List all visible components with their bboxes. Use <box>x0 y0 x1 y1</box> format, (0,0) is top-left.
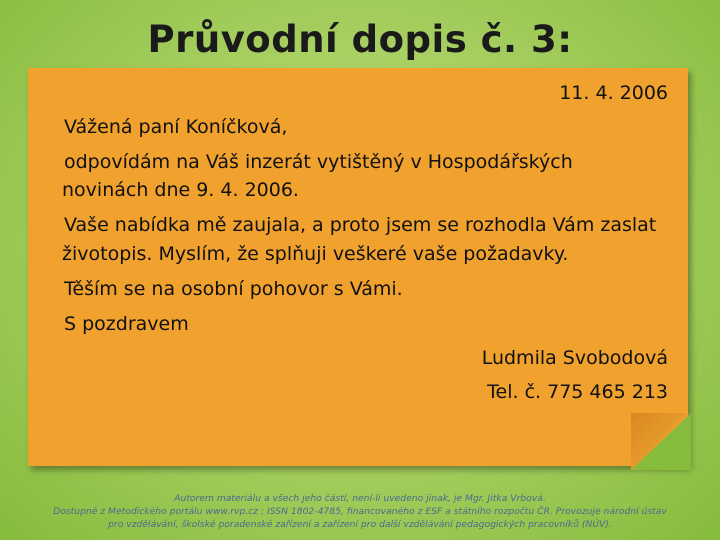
footer-attribution <box>0 492 720 531</box>
letter-greeting: Vážená paní Koníčková, <box>64 116 288 138</box>
letter-paragraph-3: Těším se na osobní pohovor s Vámi. <box>64 278 403 300</box>
footer-line-2: Dostupné z Metodického portálu www.rvp.cz ; ISSN 1802-4785, financovaného z ESF a státního rozpočtu ČR. Provozuje národní ústav <box>53 506 667 517</box>
letter-paragraph-1-line-1: odpovídám na Váš inzerát vytištěný v Hospodářských <box>64 151 573 173</box>
signature-name: Ludmila Svobodová <box>481 347 668 369</box>
letter-date: 11. 4. 2006 <box>559 82 668 104</box>
letter-paragraph-2-line-2: životopis. Myslím, že splňuji veškeré vaše požadavky. <box>62 243 569 265</box>
letter-paragraph-1-line-2: novinách dne 9. 4. 2006. <box>62 179 299 201</box>
signature-phone: Tel. č. 775 465 213 <box>487 381 668 403</box>
footer-line-3: pro vzdělávání, školské poradenské zařízení a zařízení pro další vzdělávání pedagogických pracovníků (NÚV). <box>108 519 612 530</box>
footer-line-1: Autorem materiálu a všech jeho částí, není-li uvedeno jinak, je Mgr. Jitka Vrbová. <box>174 493 546 504</box>
note-corner-flap <box>631 413 691 470</box>
slide-title: Průvodní dopis č. 3: <box>147 18 573 61</box>
letter-closing: S pozdravem <box>64 313 189 335</box>
letter-paragraph-2-line-1: Vaše nabídka mě zaujala, a proto jsem se rozhodla Vám zaslat <box>64 214 657 236</box>
